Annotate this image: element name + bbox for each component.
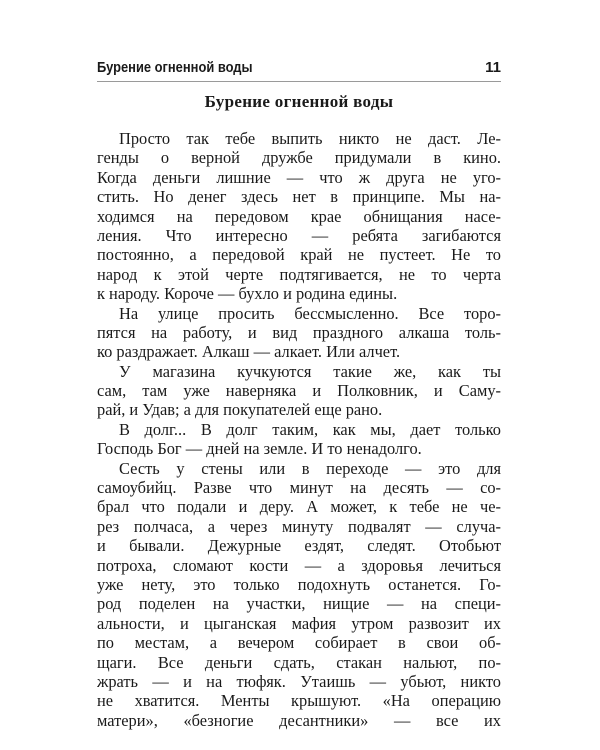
text-line: В долг... В долг таким, как мы, дает только bbox=[119, 419, 501, 439]
text-line: генды о верной дружбе придумали в кино. bbox=[97, 148, 501, 168]
text-line: У магазина кучкуются такие же, как ты bbox=[119, 361, 501, 381]
text-line: и бывали. Дежурные ездят, следят. Отобьют bbox=[97, 536, 501, 556]
body-text bbox=[97, 129, 501, 730]
text-line: народ к этой черте подтягивается, не то черта bbox=[97, 264, 501, 284]
text-line: ходимся на передовом крае обнищания насе- bbox=[97, 206, 501, 226]
header-rule bbox=[97, 81, 501, 82]
text-line: На улице просить бессмысленно. Все торо- bbox=[119, 303, 501, 323]
text-line: пятся на работу, и вид праздного алкаша толь- bbox=[97, 322, 501, 342]
running-header bbox=[97, 59, 501, 81]
chapter-title: Бурение огненной воды bbox=[204, 92, 394, 111]
text-line: по местам, а вечером собирает в свои об- bbox=[97, 633, 501, 653]
text-line: не хватится. Менты крышуют. «На операцию bbox=[97, 691, 501, 711]
page-number: 11 bbox=[485, 59, 501, 76]
text-line: постоянно, а передовой край не пустеет. Не то bbox=[97, 245, 501, 265]
text-line: жрать — и на тюфяк. Утаишь — убьют, никто bbox=[97, 671, 501, 691]
text-line: рай, и Удав; а для покупателей еще рано. bbox=[97, 400, 383, 420]
text-line: стить. Но денег здесь нет в принципе. Мы на- bbox=[97, 187, 501, 207]
text-line: Сесть у стены или в переходе — это для bbox=[119, 458, 501, 478]
text-line: ко раздражает. Алкаш — алкает. Или алчет. bbox=[97, 342, 401, 362]
text-line: матери», «безногие десантники» — все их bbox=[97, 710, 501, 730]
text-line: потроха, сломают кости — а здоровья лечиться bbox=[97, 555, 501, 575]
text-line: к народу. Короче — бухло и родина едины. bbox=[97, 284, 398, 304]
text-line: самоубийц. Разве что минут на десять — со- bbox=[97, 478, 501, 498]
text-line: альности, и цыганская мафия утром развозит их bbox=[97, 613, 501, 633]
text-line: ления. Что интересно — ребята загибаются bbox=[97, 225, 501, 245]
text-line: щаги. Все деньги сдать, стакан нальют, по- bbox=[97, 652, 501, 672]
text-line: брал что подали и деру. А может, к тебе не че- bbox=[97, 497, 501, 517]
text-line: Когда деньги лишние — что ж друга не уго- bbox=[97, 167, 501, 187]
running-title: Бурение огненной воды bbox=[97, 59, 253, 76]
text-line: род поделен на участки, нищие — на специ- bbox=[97, 594, 501, 614]
text-line: Просто так тебе выпить никто не даст. Ле- bbox=[119, 129, 501, 148]
text-line: уже нету, это только подохнуть останется. Го- bbox=[97, 574, 501, 594]
text-line: рез полчаса, а через минуту подвалят — случа- bbox=[97, 516, 501, 536]
text-line: сам, там уже наверняка и Полковник, и Саму- bbox=[97, 381, 501, 401]
text-line: Господь Бог — дней на земле. И то ненадолго. bbox=[97, 439, 422, 459]
